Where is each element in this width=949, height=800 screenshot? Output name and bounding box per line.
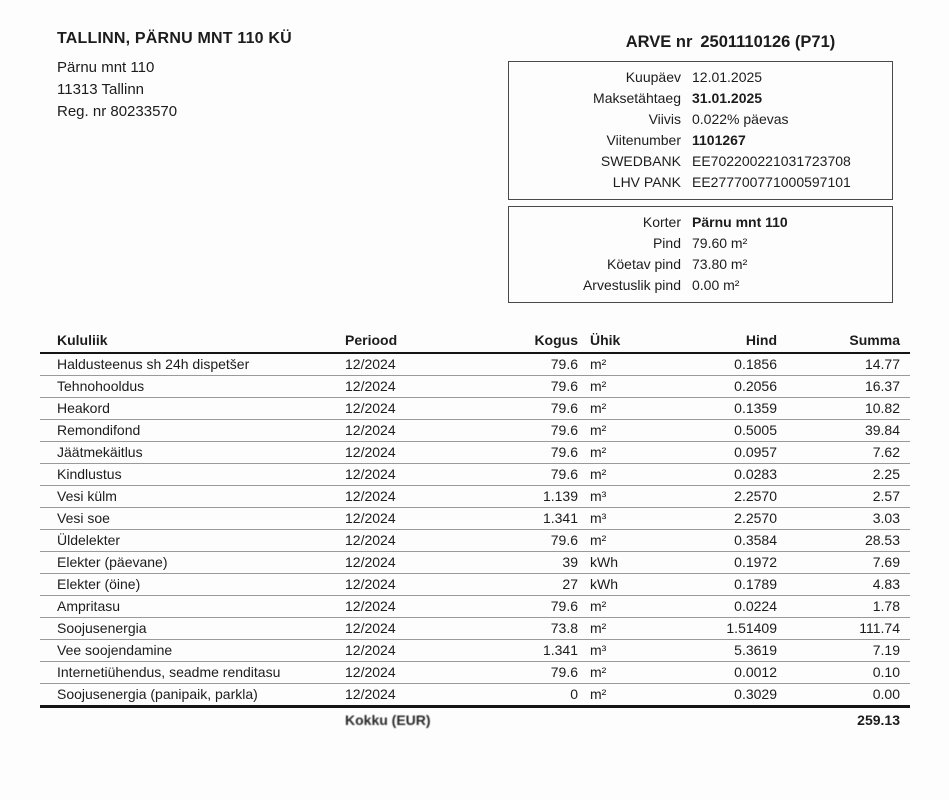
charge-quantity: 79.6 (493, 596, 581, 618)
charge-unit: m³ (581, 640, 653, 662)
property-detail-row (509, 275, 884, 296)
charge-name: Haldusteenus sh 24h dispetšer (40, 353, 345, 376)
charge-row (40, 684, 910, 707)
charge-unit: m³ (581, 486, 653, 508)
invoice-number: 2501110126 (P71) (700, 33, 836, 51)
charge-name: Kindlustus (40, 464, 345, 486)
charge-quantity: 0 (493, 684, 581, 707)
charge-row (40, 552, 910, 574)
charge-unit: m³ (581, 508, 653, 530)
charge-name: Soojusenergia (panipaik, parkla) (40, 684, 345, 707)
charge-row (40, 376, 910, 398)
charge-name: Tehnohooldus (40, 376, 345, 398)
charge-name: Elekter (öine) (40, 574, 345, 596)
charge-period: 12/2024 (345, 552, 493, 574)
charge-row (40, 420, 910, 442)
charge-price: 2.2570 (653, 508, 781, 530)
charge-price: 0.1359 (653, 398, 781, 420)
property-detail-value: 73.80 m² (692, 256, 748, 272)
charge-quantity: 79.6 (493, 420, 581, 442)
invoice-detail-label: Kuupäev (625, 69, 681, 85)
charge-quantity: 79.6 (493, 398, 581, 420)
charge-unit: m² (581, 376, 653, 398)
property-detail-value: Pärnu mnt 110 (692, 214, 788, 230)
charge-unit: m² (581, 420, 653, 442)
charge-unit: m² (581, 530, 653, 552)
property-detail-row (509, 254, 884, 275)
charge-row (40, 353, 910, 376)
charge-price: 0.0957 (653, 442, 781, 464)
charge-row (40, 640, 910, 662)
charge-unit: m² (581, 662, 653, 684)
charge-name: Heakord (40, 398, 345, 420)
charge-period: 12/2024 (345, 574, 493, 596)
property-details-box (508, 206, 893, 303)
column-header-hind: Hind (653, 330, 781, 353)
charge-quantity: 39 (493, 552, 581, 574)
charge-price: 2.2570 (653, 486, 781, 508)
charge-unit: m² (581, 618, 653, 640)
charge-row (40, 618, 910, 640)
invoice-header-column (508, 33, 893, 309)
charge-name: Vee soojendamine (40, 640, 345, 662)
invoice-detail-value: EE277700771000597101 (692, 174, 851, 190)
property-detail-label: Köetav pind (607, 256, 681, 272)
charge-sum: 7.69 (781, 552, 910, 574)
property-detail-label: Pind (652, 235, 681, 251)
charge-price: 0.3029 (653, 684, 781, 707)
column-header-kululiik: Kululiik (40, 330, 345, 353)
charge-unit: kWh (581, 574, 653, 596)
charge-quantity: 79.6 (493, 464, 581, 486)
charge-price: 0.5005 (653, 420, 781, 442)
invoice-detail-label: LHV PANK (612, 174, 681, 190)
charge-name: Vesi soe (40, 508, 345, 530)
charge-quantity: 79.6 (493, 442, 581, 464)
invoice-detail-label: SWEDBANK (600, 153, 681, 169)
charges-table (40, 330, 910, 731)
supplier-reg-number: Reg. nr 80233570 (57, 103, 178, 120)
charge-price: 0.0012 (653, 662, 781, 684)
invoice-detail-value: 1101267 (692, 132, 746, 148)
charge-quantity: 27 (493, 574, 581, 596)
invoice-detail-label: Viivis (648, 111, 681, 127)
charge-unit: m² (581, 464, 653, 486)
charge-row (40, 574, 910, 596)
invoice-detail-row (509, 67, 884, 88)
charge-sum: 7.19 (781, 640, 910, 662)
charge-sum: 0.00 (781, 684, 910, 707)
charge-price: 0.2056 (653, 376, 781, 398)
charge-row (40, 486, 910, 508)
charge-sum: 7.62 (781, 442, 910, 464)
property-detail-row (509, 212, 884, 233)
invoice-detail-row (509, 151, 884, 172)
charge-period: 12/2024 (345, 640, 493, 662)
charge-sum: 2.57 (781, 486, 910, 508)
charges-table-header-row (40, 330, 910, 353)
charge-unit: m² (581, 398, 653, 420)
charge-name: Üldelekter (40, 530, 345, 552)
charge-price: 0.1972 (653, 552, 781, 574)
charge-unit: m² (581, 353, 653, 376)
property-detail-label: Korter (642, 214, 681, 230)
charge-period: 12/2024 (345, 596, 493, 618)
total-row-spacer (653, 707, 781, 732)
charge-period: 12/2024 (345, 442, 493, 464)
property-detail-value: 0.00 m² (692, 277, 740, 293)
charge-sum: 3.03 (781, 508, 910, 530)
charge-name: Internetiühendus, seadme renditasu (40, 662, 345, 684)
charge-name: Jäätmekäitlus (40, 442, 345, 464)
charge-price: 5.3619 (653, 640, 781, 662)
charge-period: 12/2024 (345, 376, 493, 398)
charge-sum: 1.78 (781, 596, 910, 618)
invoice-detail-row (509, 172, 884, 193)
invoice-title (508, 33, 893, 52)
charge-price: 0.0224 (653, 596, 781, 618)
column-header-kogus: Kogus (493, 330, 581, 353)
charge-unit: m² (581, 442, 653, 464)
column-header-periood: Periood (345, 330, 493, 353)
property-detail-label: Arvestuslik pind (582, 277, 681, 293)
supplier-address-line1: Pärnu mnt 110 (57, 59, 155, 76)
charge-period: 12/2024 (345, 486, 493, 508)
invoice-detail-row (509, 88, 884, 109)
charge-quantity: 79.6 (493, 376, 581, 398)
charge-name: Vesi külm (40, 486, 345, 508)
charge-sum: 14.77 (781, 353, 910, 376)
charge-row (40, 442, 910, 464)
charge-row (40, 530, 910, 552)
charge-period: 12/2024 (345, 464, 493, 486)
column-header-uhik: Ühik (581, 330, 653, 353)
charge-period: 12/2024 (345, 684, 493, 707)
total-row (40, 707, 910, 732)
charge-price: 0.0283 (653, 464, 781, 486)
charge-sum: 28.53 (781, 530, 910, 552)
charge-period: 12/2024 (345, 508, 493, 530)
charge-quantity: 79.6 (493, 530, 581, 552)
invoice-detail-label: Viitenumber (606, 132, 681, 148)
charge-period: 12/2024 (345, 398, 493, 420)
charge-row (40, 464, 910, 486)
invoice-detail-row (509, 109, 884, 130)
charge-quantity: 1.139 (493, 486, 581, 508)
charge-period: 12/2024 (345, 618, 493, 640)
invoice-details-box (508, 61, 893, 200)
charge-quantity: 1.341 (493, 508, 581, 530)
charge-sum: 111.74 (781, 618, 910, 640)
charge-row (40, 662, 910, 684)
total-row-spacer (581, 707, 653, 732)
charge-quantity: 1.341 (493, 640, 581, 662)
invoice-detail-value: 31.01.2025 (692, 90, 763, 106)
charge-name: Remondifond (40, 420, 345, 442)
charge-period: 12/2024 (345, 353, 493, 376)
charge-sum: 10.82 (781, 398, 910, 420)
supplier-address-line2: 11313 Tallinn (57, 81, 145, 98)
supplier-name: TALLINN, PÄRNU MNT 110 KÜ (57, 30, 292, 47)
charge-unit: m² (581, 596, 653, 618)
charge-unit: m² (581, 684, 653, 707)
supplier-block (57, 30, 292, 123)
charge-name: Elekter (päevane) (40, 552, 345, 574)
invoice-title-label: ARVE nr (625, 33, 693, 51)
property-detail-value: 79.60 m² (692, 235, 748, 251)
invoice-detail-label: Maksetähtaeg (593, 90, 681, 106)
charge-unit: kWh (581, 552, 653, 574)
charge-period: 12/2024 (345, 662, 493, 684)
charge-price: 0.3584 (653, 530, 781, 552)
charge-sum: 2.25 (781, 464, 910, 486)
charge-period: 12/2024 (345, 530, 493, 552)
charge-quantity: 73.8 (493, 618, 581, 640)
charge-row (40, 508, 910, 530)
total-value: 259.13 (857, 712, 900, 728)
invoice-detail-row (509, 130, 884, 151)
invoice-detail-value: EE702200221031723708 (692, 153, 851, 169)
charge-sum: 4.83 (781, 574, 910, 596)
charge-sum: 0.10 (781, 662, 910, 684)
property-detail-row (509, 233, 884, 254)
charge-period: 12/2024 (345, 420, 493, 442)
charge-price: 0.1856 (653, 353, 781, 376)
total-row-spacer (40, 707, 345, 732)
charge-quantity: 79.6 (493, 353, 581, 376)
charge-sum: 39.84 (781, 420, 910, 442)
charge-sum: 16.37 (781, 376, 910, 398)
invoice-detail-value: 0.022% päevas (692, 111, 789, 127)
invoice-detail-value: 12.01.2025 (692, 69, 763, 85)
charge-price: 1.51409 (653, 618, 781, 640)
charge-name: Soojusenergia (40, 618, 345, 640)
charge-quantity: 79.6 (493, 662, 581, 684)
column-header-summa: Summa (781, 330, 910, 353)
charge-price: 0.1789 (653, 574, 781, 596)
charge-row (40, 596, 910, 618)
charge-name: Ampritasu (40, 596, 345, 618)
charge-row (40, 398, 910, 420)
total-label: Kokku (EUR) (345, 712, 431, 728)
